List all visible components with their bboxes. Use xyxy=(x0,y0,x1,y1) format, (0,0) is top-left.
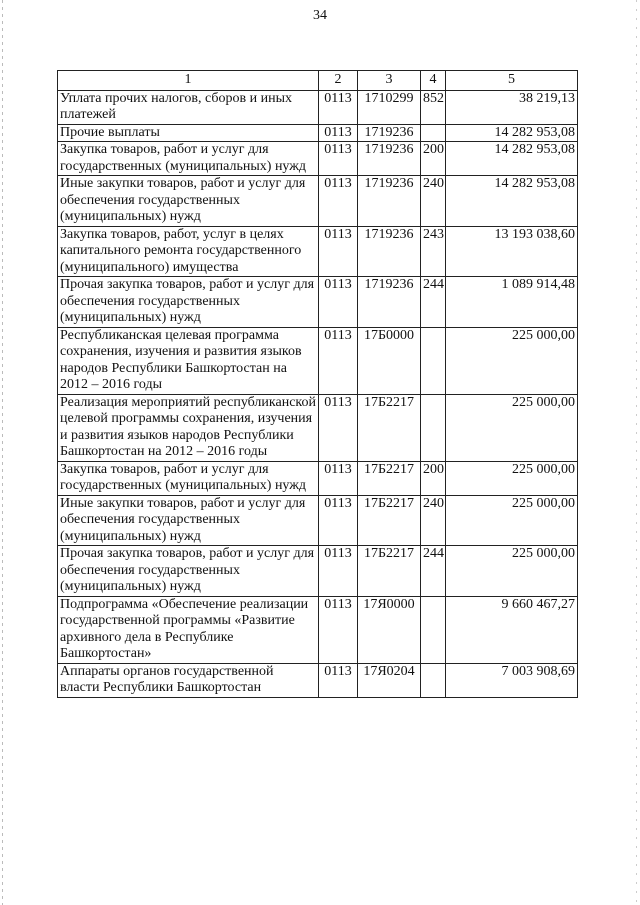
row-amount-cell: 225 000,00 xyxy=(446,461,578,495)
row-section-cell: 0113 xyxy=(319,90,358,124)
header-col-4: 4 xyxy=(421,71,446,91)
row-amount-cell: 9 660 467,27 xyxy=(446,596,578,663)
table-row xyxy=(58,226,578,277)
table-body xyxy=(58,90,578,697)
table-row xyxy=(58,394,578,461)
row-amount-cell: 14 282 953,08 xyxy=(446,142,578,176)
row-kind-cell: 240 xyxy=(421,176,446,227)
row-target-cell: 17Б2217 xyxy=(358,495,421,546)
row-target-cell: 1719236 xyxy=(358,277,421,328)
row-name-cell: Прочая закупка товаров, работ и услуг для обеспечения государственных (муниципальных) нужд xyxy=(58,277,319,328)
row-kind-cell: 200 xyxy=(421,142,446,176)
row-kind-cell: 240 xyxy=(421,495,446,546)
row-section-cell: 0113 xyxy=(319,142,358,176)
header-row xyxy=(58,71,578,91)
row-target-cell: 17Б2217 xyxy=(358,461,421,495)
row-name-cell: Закупка товаров, работ, услуг в целях капитального ремонта государственного (муниципального) имущества xyxy=(58,226,319,277)
row-amount-cell: 225 000,00 xyxy=(446,495,578,546)
row-kind-cell: 243 xyxy=(421,226,446,277)
table-row xyxy=(58,461,578,495)
table-row xyxy=(58,90,578,124)
table-row xyxy=(58,663,578,697)
row-kind-cell xyxy=(421,596,446,663)
header-col-5: 5 xyxy=(446,71,578,91)
row-target-cell: 17Б2217 xyxy=(358,546,421,597)
row-name-cell: Закупка товаров, работ и услуг для государственных (муниципальных) нужд xyxy=(58,142,319,176)
row-target-cell: 1710299 xyxy=(358,90,421,124)
header-col-2: 2 xyxy=(319,71,358,91)
scan-edge-left xyxy=(2,0,3,905)
row-amount-cell: 7 003 908,69 xyxy=(446,663,578,697)
row-amount-cell: 225 000,00 xyxy=(446,327,578,394)
row-name-cell: Реализация мероприятий республиканской целевой программы сохранения, изучения и развития языков народов Республики Башкортостан на 2012 – 2016 годы xyxy=(58,394,319,461)
row-name-cell: Подпрограмма «Обеспечение реализации государственной программы «Развитие архивного дела в Республике Башкортостан» xyxy=(58,596,319,663)
row-section-cell: 0113 xyxy=(319,124,358,142)
table-row xyxy=(58,176,578,227)
row-amount-cell: 225 000,00 xyxy=(446,394,578,461)
row-section-cell: 0113 xyxy=(319,546,358,597)
row-kind-cell xyxy=(421,124,446,142)
row-target-cell: 17Б2217 xyxy=(358,394,421,461)
table-row xyxy=(58,596,578,663)
table-row xyxy=(58,495,578,546)
row-target-cell: 1719236 xyxy=(358,226,421,277)
row-name-cell: Республиканская целевая программа сохранения, изучения и развития языков народов Республики Башкортостан на 2012 – 2016 годы xyxy=(58,327,319,394)
row-name-cell: Иные закупки товаров, работ и услуг для обеспечения государственных (муниципальных) нужд xyxy=(58,176,319,227)
row-kind-cell xyxy=(421,327,446,394)
scan-edge-right xyxy=(636,0,637,905)
row-section-cell: 0113 xyxy=(319,277,358,328)
row-name-cell: Закупка товаров, работ и услуг для государственных (муниципальных) нужд xyxy=(58,461,319,495)
row-kind-cell: 200 xyxy=(421,461,446,495)
row-section-cell: 0113 xyxy=(319,394,358,461)
row-amount-cell: 38 219,13 xyxy=(446,90,578,124)
row-target-cell: 1719236 xyxy=(358,176,421,227)
row-section-cell: 0113 xyxy=(319,461,358,495)
row-amount-cell: 225 000,00 xyxy=(446,546,578,597)
row-kind-cell: 244 xyxy=(421,277,446,328)
row-section-cell: 0113 xyxy=(319,663,358,697)
row-name-cell: Иные закупки товаров, работ и услуг для обеспечения государственных (муниципальных) нужд xyxy=(58,495,319,546)
row-name-cell: Прочие выплаты xyxy=(58,124,319,142)
row-name-cell: Уплата прочих налогов, сборов и иных платежей xyxy=(58,90,319,124)
table-row xyxy=(58,142,578,176)
table-row xyxy=(58,546,578,597)
row-target-cell: 1719236 xyxy=(358,124,421,142)
row-section-cell: 0113 xyxy=(319,226,358,277)
header-col-3: 3 xyxy=(358,71,421,91)
row-section-cell: 0113 xyxy=(319,176,358,227)
row-name-cell: Аппараты органов государственной власти Республики Башкортостан xyxy=(58,663,319,697)
row-kind-cell xyxy=(421,394,446,461)
budget-table xyxy=(57,70,578,698)
row-section-cell: 0113 xyxy=(319,327,358,394)
row-target-cell: 1719236 xyxy=(358,142,421,176)
row-target-cell: 17Я0000 xyxy=(358,596,421,663)
row-kind-cell: 244 xyxy=(421,546,446,597)
header-col-1: 1 xyxy=(58,71,319,91)
page-number: 34 xyxy=(313,8,327,23)
row-name-cell: Прочая закупка товаров, работ и услуг для обеспечения государственных (муниципальных) нужд xyxy=(58,546,319,597)
row-amount-cell: 14 282 953,08 xyxy=(446,176,578,227)
row-amount-cell: 1 089 914,48 xyxy=(446,277,578,328)
row-amount-cell: 13 193 038,60 xyxy=(446,226,578,277)
table-row xyxy=(58,124,578,142)
table-row xyxy=(58,277,578,328)
row-target-cell: 17Я0204 xyxy=(358,663,421,697)
row-target-cell: 17Б0000 xyxy=(358,327,421,394)
row-section-cell: 0113 xyxy=(319,596,358,663)
table-row xyxy=(58,327,578,394)
row-amount-cell: 14 282 953,08 xyxy=(446,124,578,142)
row-kind-cell xyxy=(421,663,446,697)
table-header xyxy=(58,71,578,91)
row-section-cell: 0113 xyxy=(319,495,358,546)
row-kind-cell: 852 xyxy=(421,90,446,124)
